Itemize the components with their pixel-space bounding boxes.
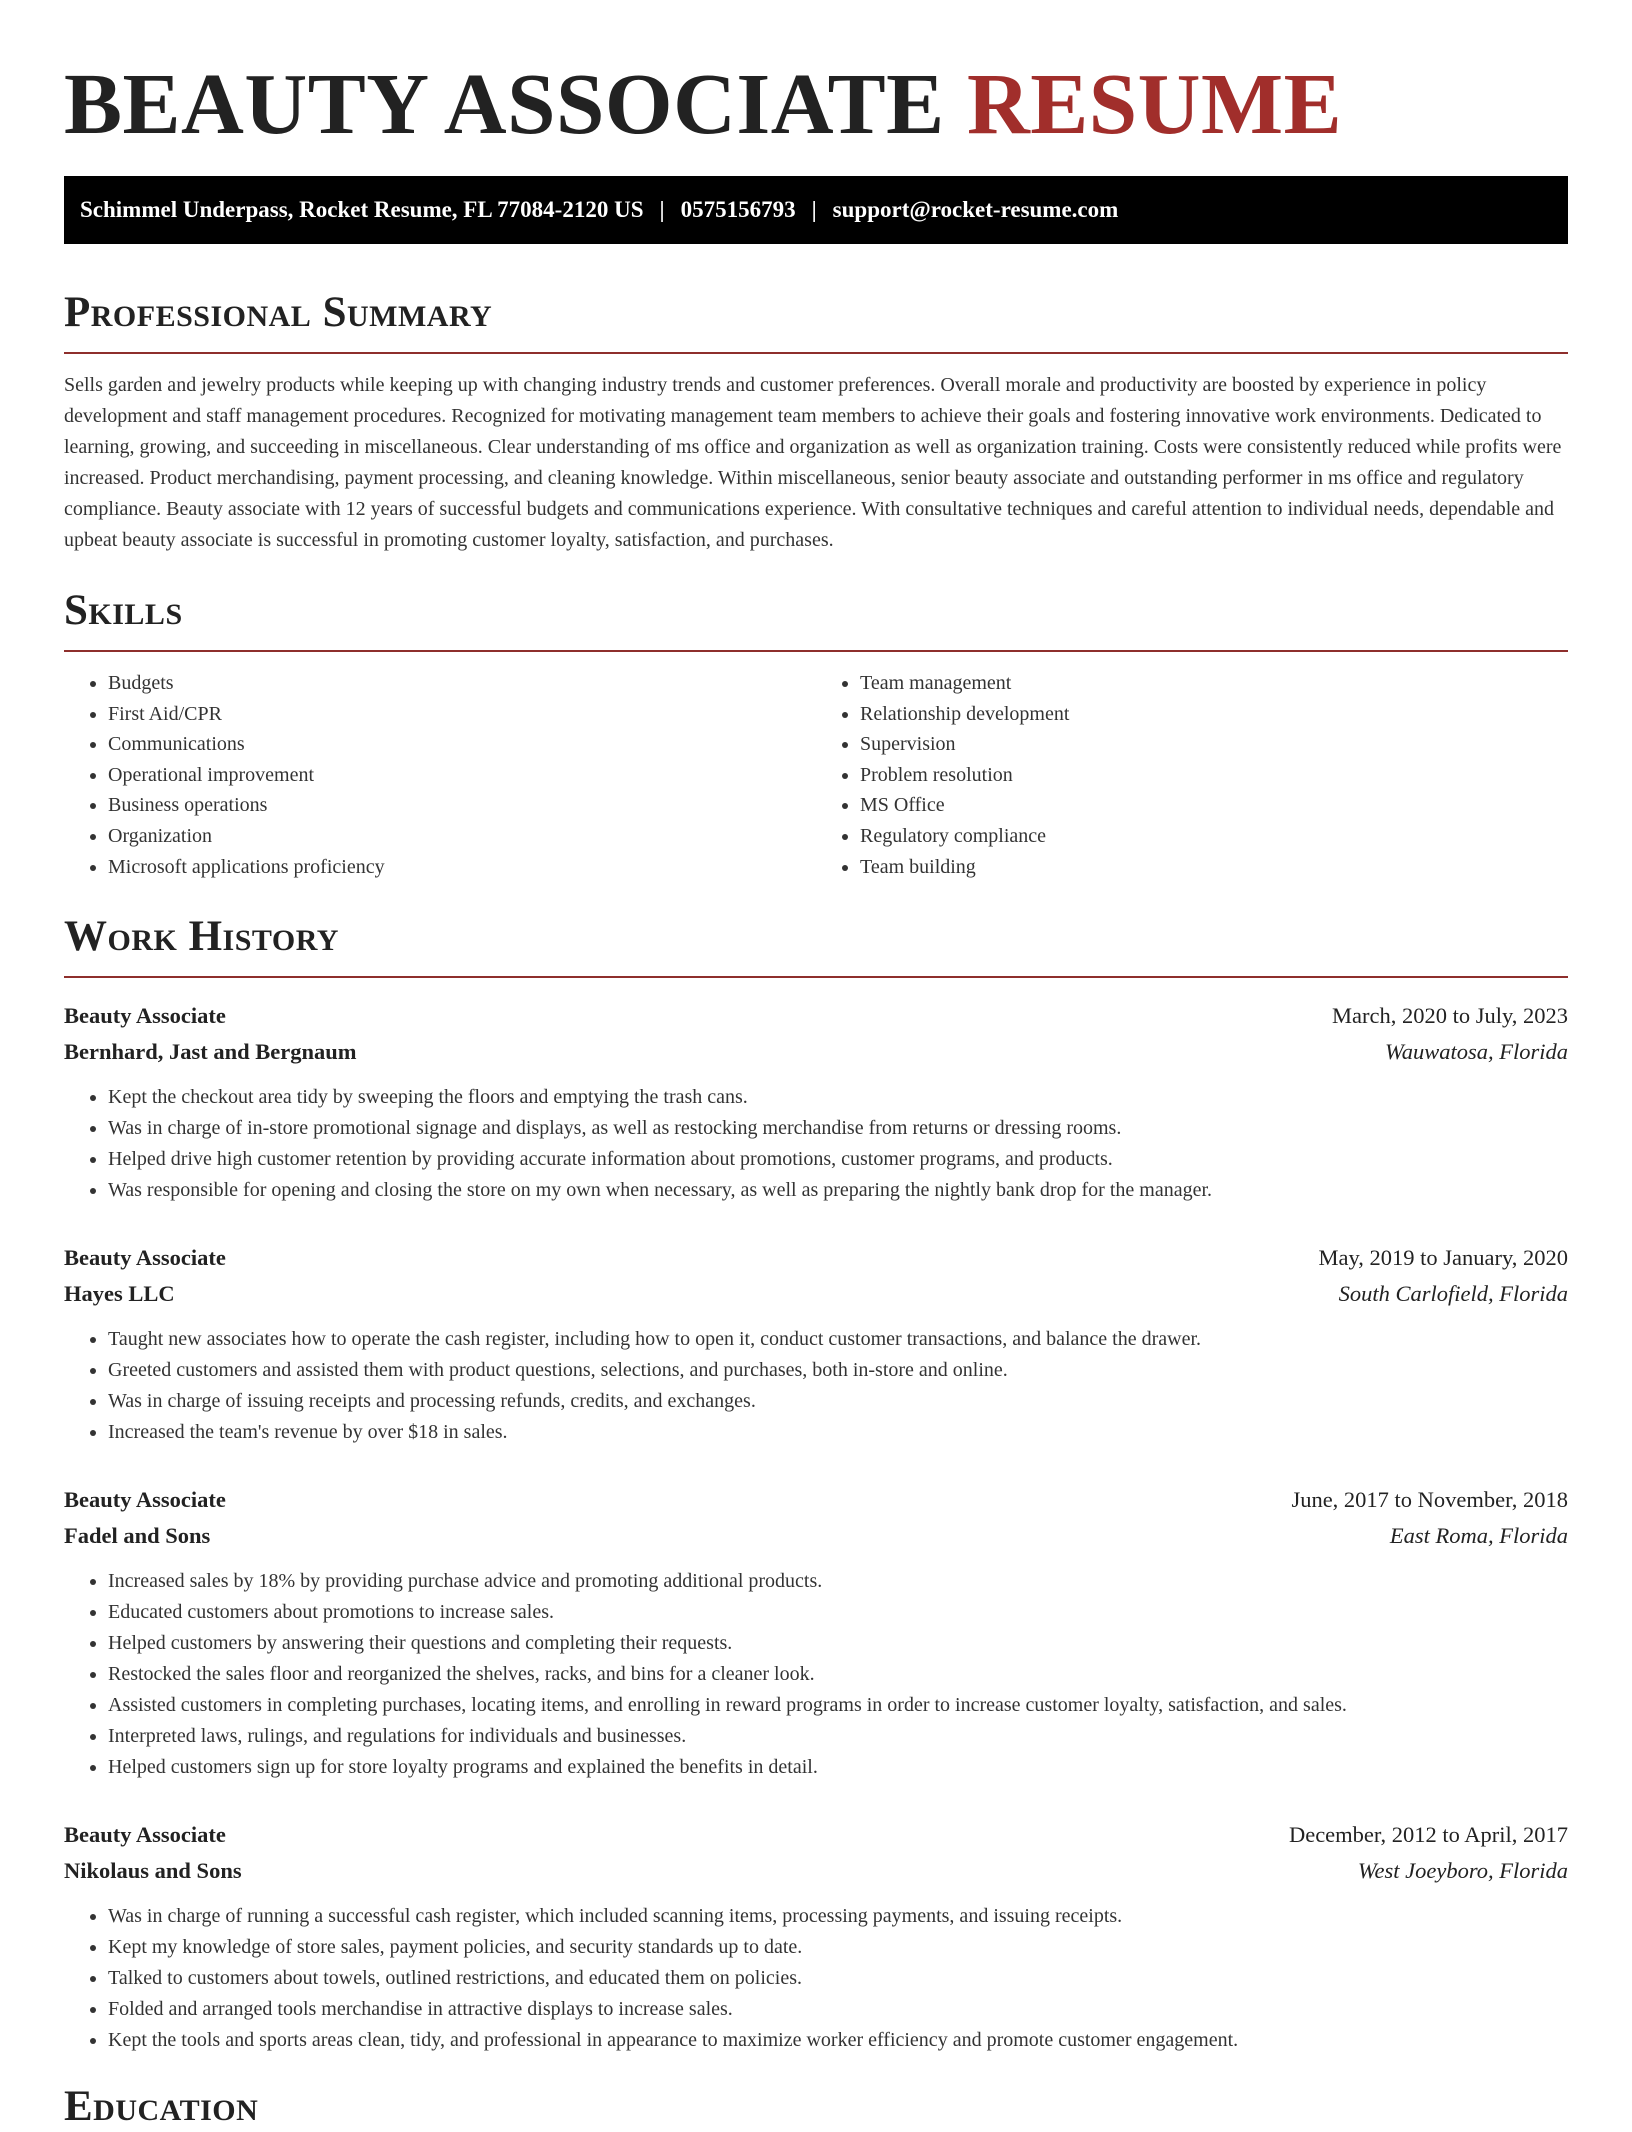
summary-heading: Professional Summary: [64, 289, 493, 336]
contact-phone[interactable]: 0575156793: [680, 197, 796, 222]
job-bullet: • Increased the team's revenue by over $18 in sales.: [108, 1417, 1568, 1448]
job-bullet: • Was in charge of running a successful cash register, which included scanning items, processing payments, and issuing receipts.: [108, 1901, 1568, 1932]
job-location: East Roma, Florida: [1389, 1523, 1568, 1549]
job-dates: March, 2020 to July, 2023: [1331, 1003, 1568, 1029]
job-location: Wauwatosa, Florida: [1385, 1039, 1568, 1065]
job-bullets: [64, 1324, 1568, 1448]
job-bullet: • Folded and arranged tools merchandise in attractive displays to increase sales.: [108, 1994, 1568, 2025]
skill-item: • Problem resolution: [860, 760, 1568, 791]
resume-title-accent: RESUME: [966, 55, 1343, 152]
job-bullet: • Kept the checkout area tidy by sweeping the floors and emptying the trash cans.: [108, 1082, 1568, 1113]
job-bullet: • Educated customers about promotions to increase sales.: [108, 1597, 1568, 1628]
resume-title: [64, 56, 1568, 152]
job-bullet: • Talked to customers about towels, outlined restrictions, and educated them on policies.: [108, 1963, 1568, 1994]
work-history-heading: Work History: [64, 913, 339, 961]
job-entry: [64, 1482, 1568, 1783]
job-bullet: • Helped drive high customer retention by providing accurate information about promotions, customer programs, and products.: [108, 1144, 1568, 1175]
contact-email[interactable]: support@rocket-resume.com: [832, 197, 1119, 222]
job-company-row: [64, 1853, 1568, 1889]
job-dates: June, 2017 to November, 2018: [1291, 1487, 1568, 1513]
education-heading: Education: [64, 2083, 259, 2131]
skill-item: • Regulatory compliance: [860, 821, 1568, 852]
job-header-row: [64, 1817, 1568, 1853]
skills-list: [64, 668, 1568, 882]
skill-item: • Operational improvement: [108, 760, 816, 791]
job-header-row: [64, 1240, 1568, 1276]
job-company: Bernhard, Jast and Bergnaum: [64, 1039, 357, 1065]
job-bullet: • Taught new associates how to operate the cash register, including how to open it, conduct customer transactions, and balance the drawer.: [108, 1324, 1568, 1355]
contact-address: Schimmel Underpass, Rocket Resume, FL 77084-2120 US: [80, 197, 644, 222]
job-header-row: [64, 1482, 1568, 1518]
job-title: Beauty Associate: [64, 1245, 226, 1271]
skills-heading: Skills: [64, 587, 183, 634]
job-location: West Joeyboro, Florida: [1357, 1858, 1568, 1884]
job-bullet: • Helped customers sign up for store loyalty programs and explained the benefits in detail.: [108, 1752, 1568, 1783]
job-company-row: [64, 1518, 1568, 1554]
job-entry: [64, 1240, 1568, 1448]
job-bullet: • Interpreted laws, rulings, and regulations for individuals and businesses.: [108, 1721, 1568, 1752]
skill-item: • Microsoft applications proficiency: [108, 852, 816, 883]
section-divider: [64, 352, 1568, 354]
contact-bar: [64, 176, 1568, 244]
skill-item: • MS Office: [860, 790, 1568, 821]
summary-text: Sells garden and jewelry products while keeping up with changing industry trends and customer preferences. Overall morale and productivity are boosted by experience in policy development and staff management procedures. Recognized for motivating management team members to achieve their goals and fostering innovative work environments. Dedicated to learning, growing, and succeeding in miscellaneous. Clear understanding of ms office and organization as well as organization training. Costs were consistently reduced while profits were increased. Product merchandising, payment processing, and cleaning knowledge. Within miscellaneous, senior beauty associate and outstanding performer in ms office and regulatory compliance. Beauty associate with 12 years of successful budgets and communications experience. With consultative techniques and careful attention to individual needs, dependable and upbeat beauty associate is successful in promoting customer loyalty, satisfaction, and purchases.: [64, 374, 1562, 551]
job-company: Hayes LLC: [64, 1281, 175, 1307]
resume-title-main: BEAUTY ASSOCIATE: [64, 55, 945, 152]
job-header-row: [64, 998, 1568, 1034]
skill-item: • Supervision: [860, 729, 1568, 760]
section-divider: [64, 976, 1568, 978]
job-company: Fadel and Sons: [64, 1523, 211, 1549]
job-bullet: • Was responsible for opening and closing the store on my own when necessary, as well as preparing the nightly bank drop for the manager.: [108, 1175, 1568, 1206]
skill-item: • Relationship development: [860, 699, 1568, 730]
job-title: Beauty Associate: [64, 1487, 226, 1513]
job-bullet: • Was in charge of in-store promotional signage and displays, as well as restocking merchandise from returns or dressing rooms.: [108, 1113, 1568, 1144]
job-bullet: • Kept my knowledge of store sales, payment policies, and security standards up to date.: [108, 1932, 1568, 1963]
skill-item: • Communications: [108, 729, 816, 760]
contact-separator: |: [811, 197, 817, 222]
skill-item: • First Aid/CPR: [108, 699, 816, 730]
job-bullet: • Kept the tools and sports areas clean, tidy, and professional in appearance to maximize worker efficiency and promote customer engagement.: [108, 2025, 1568, 2056]
job-bullet: • Restocked the sales floor and reorganized the shelves, racks, and bins for a cleaner look.: [108, 1659, 1568, 1690]
contact-separator: |: [659, 197, 665, 222]
skill-item: • Team building: [860, 852, 1568, 883]
job-bullet: • Helped customers by answering their questions and completing their requests.: [108, 1628, 1568, 1659]
job-company-row: [64, 1276, 1568, 1312]
job-bullet: • Increased sales by 18% by providing purchase advice and promoting additional products.: [108, 1566, 1568, 1597]
job-entry: [64, 998, 1568, 1206]
skills-column-left: [64, 668, 816, 882]
job-dates: May, 2019 to January, 2020: [1318, 1245, 1568, 1271]
section-divider: [64, 650, 1568, 652]
skill-item: • Business operations: [108, 790, 816, 821]
job-location: South Carlofield, Florida: [1338, 1281, 1568, 1307]
job-company: Nikolaus and Sons: [64, 1858, 242, 1884]
job-bullet: • Was in charge of issuing receipts and processing refunds, credits, and exchanges.: [108, 1386, 1568, 1417]
skills-column-right: [816, 668, 1568, 882]
job-bullet: • Assisted customers in completing purchases, locating items, and enrolling in reward programs in order to increase customer loyalty, satisfaction, and sales.: [108, 1690, 1568, 1721]
skill-item: • Team management: [860, 668, 1568, 699]
job-title: Beauty Associate: [64, 1003, 226, 1029]
job-entry: [64, 1817, 1568, 2056]
job-bullet: • Greeted customers and assisted them with product questions, selections, and purchases, both in-store and online.: [108, 1355, 1568, 1386]
job-dates: December, 2012 to April, 2017: [1288, 1822, 1568, 1848]
job-company-row: [64, 1034, 1568, 1070]
job-bullets: [64, 1082, 1568, 1206]
work-history-list: [64, 998, 1568, 2056]
job-bullets: [64, 1901, 1568, 2056]
job-bullets: [64, 1566, 1568, 1783]
job-title: Beauty Associate: [64, 1822, 226, 1848]
skill-item: • Budgets: [108, 668, 816, 699]
skill-item: • Organization: [108, 821, 816, 852]
